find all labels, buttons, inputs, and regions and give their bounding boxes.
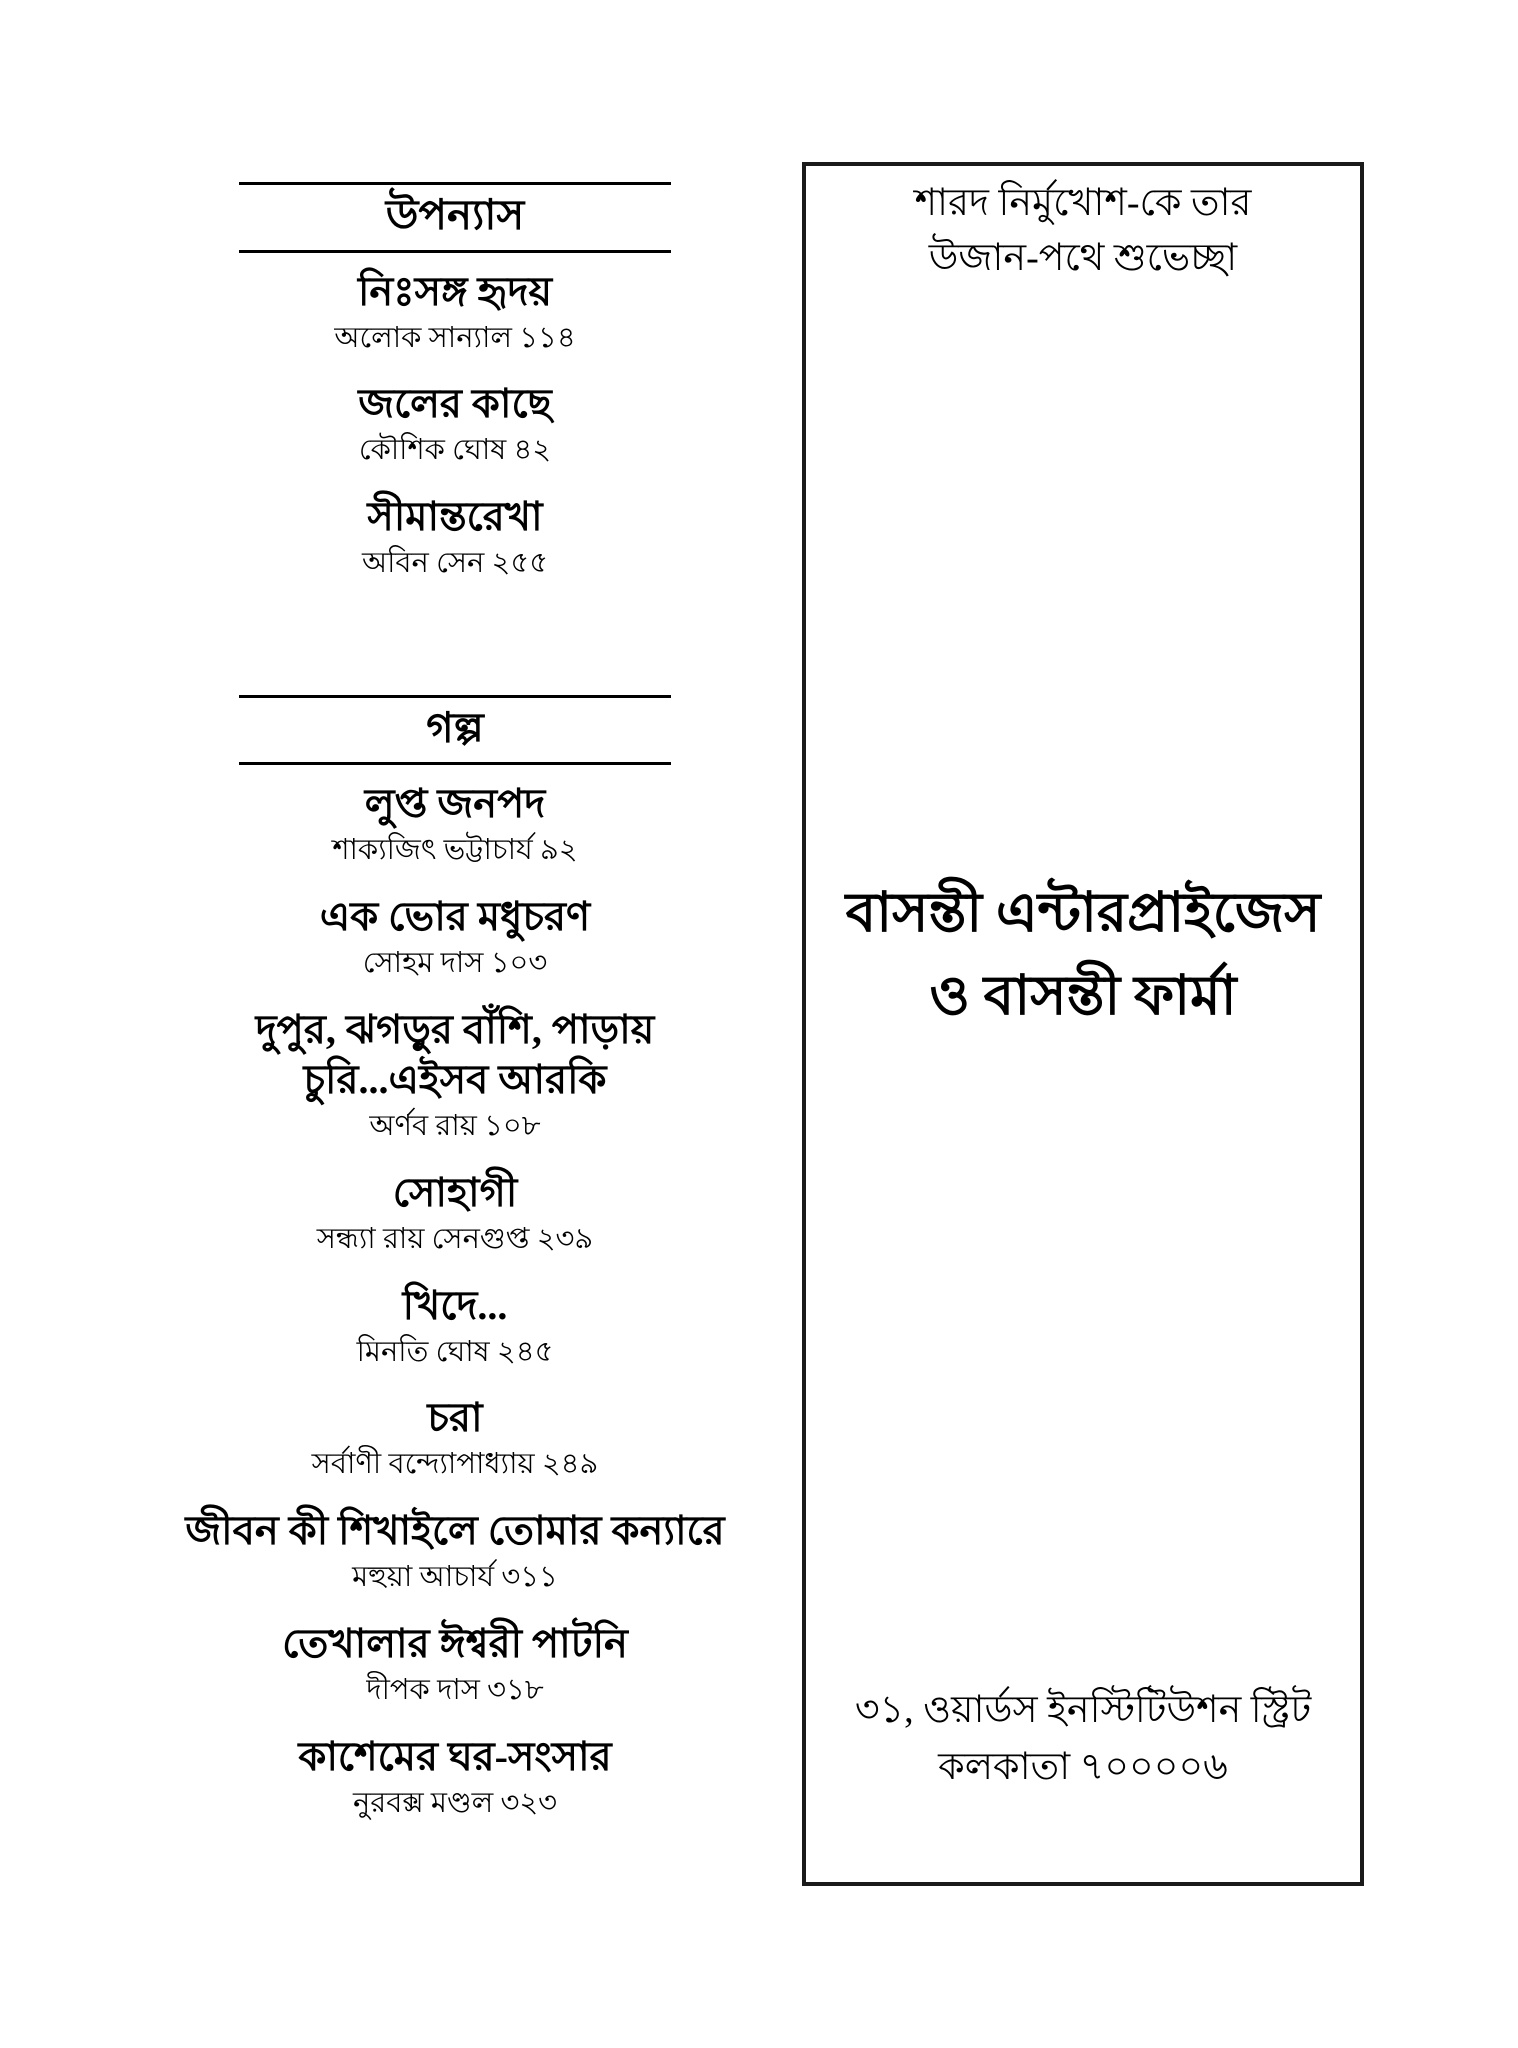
ad-company-line-1: বাসন্তী এন্টারপ্রাইজেস (845, 882, 1321, 943)
toc-entry-title: তেখালার ঈশ্বরী পাটনি (282, 1620, 628, 1666)
ad-greeting (806, 176, 1360, 286)
section-header-label: উপন্যাস (385, 193, 525, 239)
ad-company-line-2: ও বাসন্তী ফার্মা (929, 964, 1237, 1026)
section-items (165, 267, 745, 581)
toc-entry-author-page: শাক্যজিৎ ভট্টাচার্য ৯২ (332, 834, 578, 867)
toc-entry-author-page: অর্ণব রায় ১০৮ (369, 1109, 541, 1142)
ad-address (806, 1682, 1360, 1796)
toc-entry-author-page: দীপক দাস ৩১৮ (366, 1673, 544, 1706)
toc-entry (165, 1168, 745, 1257)
toc-entry-title: নিঃসঙ্গ হৃদয় (357, 268, 553, 314)
toc-entry-title: কাশেমের ঘর-সংসার (298, 1733, 612, 1779)
toc-entry (165, 1393, 745, 1482)
section-items (165, 779, 745, 1820)
toc-entry-title: খিদে... (402, 1282, 508, 1328)
toc-entry-title: লুপ্ত জনপদ (364, 781, 546, 827)
ad-address-line-2: কলকাতা ৭০০০০৬ (938, 1746, 1228, 1788)
toc-entry-author-page: নুরবক্স মণ্ডল ৩২৩ (352, 1786, 558, 1819)
toc-entry-title: সোহাগী (392, 1169, 518, 1215)
toc-entry-author-page: মহুয়া আচার্য ৩১১ (352, 1561, 558, 1594)
toc-entry-title: এক ভোর মধুচরণ (319, 894, 591, 940)
toc-entry-title: সীমান্তরেখা (367, 494, 543, 540)
toc-entry-title: দুপুর, ঝগড়ুর বাঁশি, পাড়ায় চুরি...এইসব আরকি (255, 1006, 655, 1102)
toc-entry (165, 379, 745, 468)
toc-entry-author-page: সর্বাণী বন্দ্যোপাধ্যায় ২৪৯ (311, 1448, 599, 1481)
toc-entry-title: চরা (427, 1395, 483, 1441)
toc-entry (165, 1281, 745, 1370)
toc-entry-title: জলের কাছে (358, 381, 552, 427)
section-header-stories (239, 695, 671, 766)
table-of-contents (165, 182, 745, 1845)
toc-entry-author-page: অবিন সেন ২৫৫ (361, 547, 549, 580)
ad-greeting-line-1: শারদ নির্মুখোশ-কে তার (914, 182, 1252, 224)
toc-section-novels (165, 182, 745, 581)
section-header-label: গল্প (426, 705, 484, 752)
toc-section-stories (165, 695, 745, 1821)
toc-entry (165, 492, 745, 581)
toc-entry-author-page: সন্ধ্যা রায় সেনগুপ্ত ২৩৯ (316, 1222, 594, 1255)
toc-entry-title: জীবন কী শিখাইলে তোমার কন্যারে (185, 1508, 725, 1554)
toc-entry (165, 267, 745, 356)
toc-entry-author-page: মিনতি ঘোষ ২৪৫ (356, 1335, 554, 1368)
ad-company-name (806, 872, 1360, 1037)
toc-entry (165, 1506, 745, 1595)
toc-entry (165, 1619, 745, 1708)
toc-entry (165, 1005, 745, 1144)
toc-entry-author-page: অলোক সান্যাল ১১৪ (334, 321, 576, 354)
toc-entry (165, 1732, 745, 1821)
toc-entry-author-page: কৌশিক ঘোষ ৪২ (358, 434, 552, 467)
toc-entry (165, 779, 745, 868)
advertisement-box (802, 162, 1364, 1886)
ad-address-line-1: ৩১, ওয়ার্ডস ইনস্টিটিউশন স্ট্রিট (854, 1689, 1312, 1731)
ad-greeting-line-2: উজান-পথে শুভেচ্ছা (928, 237, 1238, 280)
toc-entry-author-page: সোহম দাস ১০৩ (362, 947, 548, 980)
toc-entry (165, 892, 745, 981)
section-header-novels (239, 182, 671, 253)
